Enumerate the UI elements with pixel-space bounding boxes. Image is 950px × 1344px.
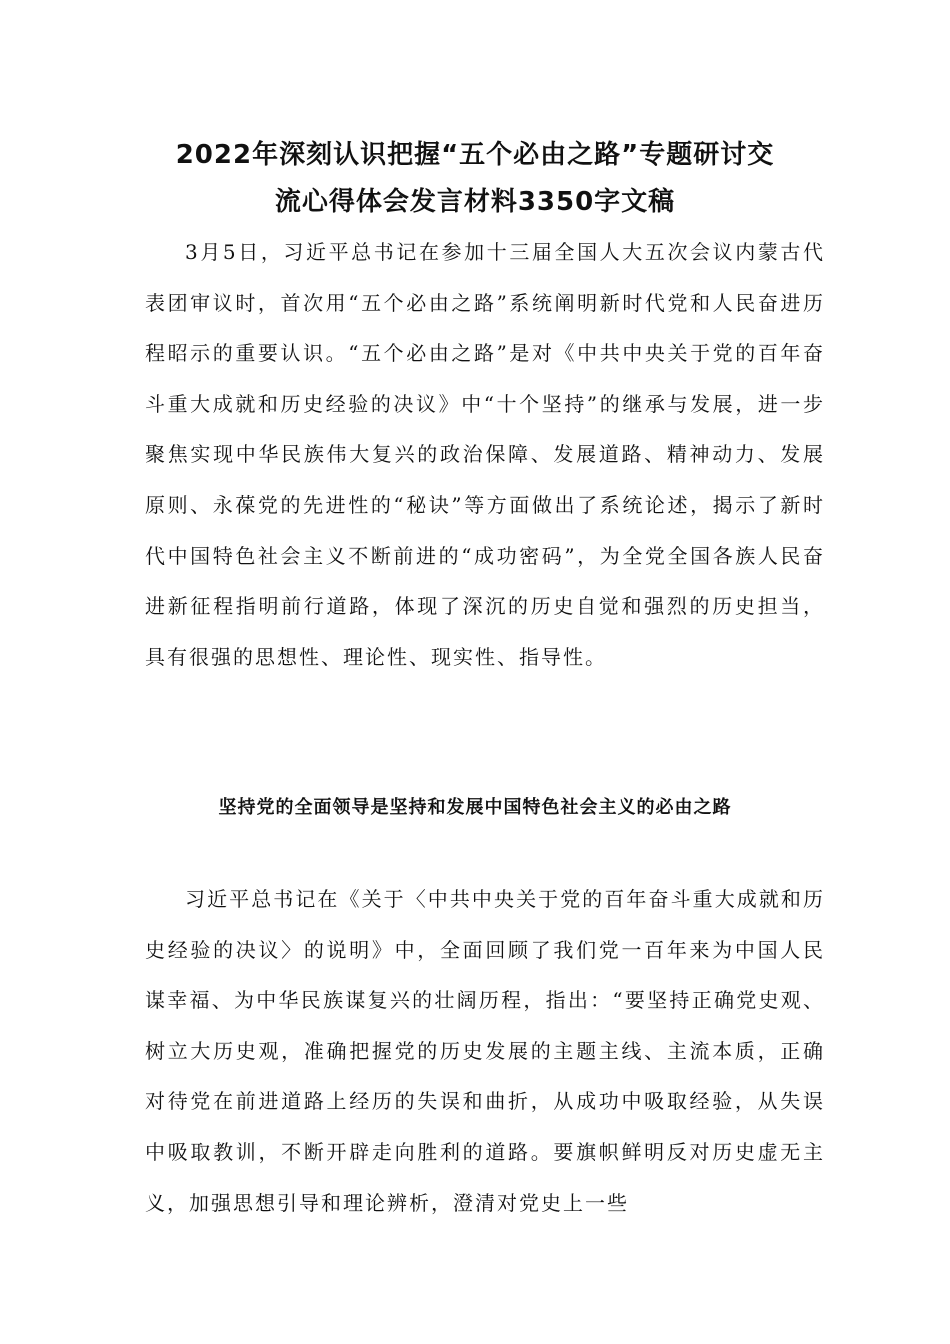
section-heading: 坚持党的全面领导是坚持和发展中国特色社会主义的必由之路	[218, 797, 732, 818]
document-title-line-2: 流心得体会发言材料3350字文稿	[274, 187, 676, 217]
body-paragraph: 习近平总书记在《关于〈中共中央关于党的百年奋斗重大成就和历史经验的决议〉的说明》中，全面回顾了我们党一百年来为中国人民谋幸福、为中华民族谋复兴的壮阔历程，指出：“要坚持正确党史观、树立大历史观，准确把握党的历史发展的主题主线、主流本质，正确对待党在前进道路上经历的失误和曲折，从成功中吸取经验，从失误中吸取教训，不断开辟走向胜利的道路。要旗帜鲜明反对历史虚无主义，加强思想引导和理论辨析，澄清对党史上一些	[145, 887, 825, 1215]
document-title-line-1: 2022年深刻认识把握“五个必由之路”专题研讨交	[175, 140, 775, 170]
intro-paragraph: 3月5日，习近平总书记在参加十三届全国人大五次会议内蒙古代表团审议时，首次用“五个必由之路”系统阐明新时代党和人民奋进历程昭示的重要认识。“五个必由之路”是对《中共中央关于党的百年奋斗重大成就和历史经验的决议》中“十个坚持”的继承与发展，进一步聚焦实现中华民族伟大复兴的政治保障、发展道路、精神动力、发展原则、永葆党的先进性的“秘诀”等方面做出了系统论述，揭示了新时代中国特色社会主义不断前进的“成功密码”，为全党全国各族人民奋进新征程指明前行道路，体现了深沉的历史自觉和强烈的历史担当，具有很强的思想性、理论性、现实性、指导性。	[145, 240, 825, 669]
